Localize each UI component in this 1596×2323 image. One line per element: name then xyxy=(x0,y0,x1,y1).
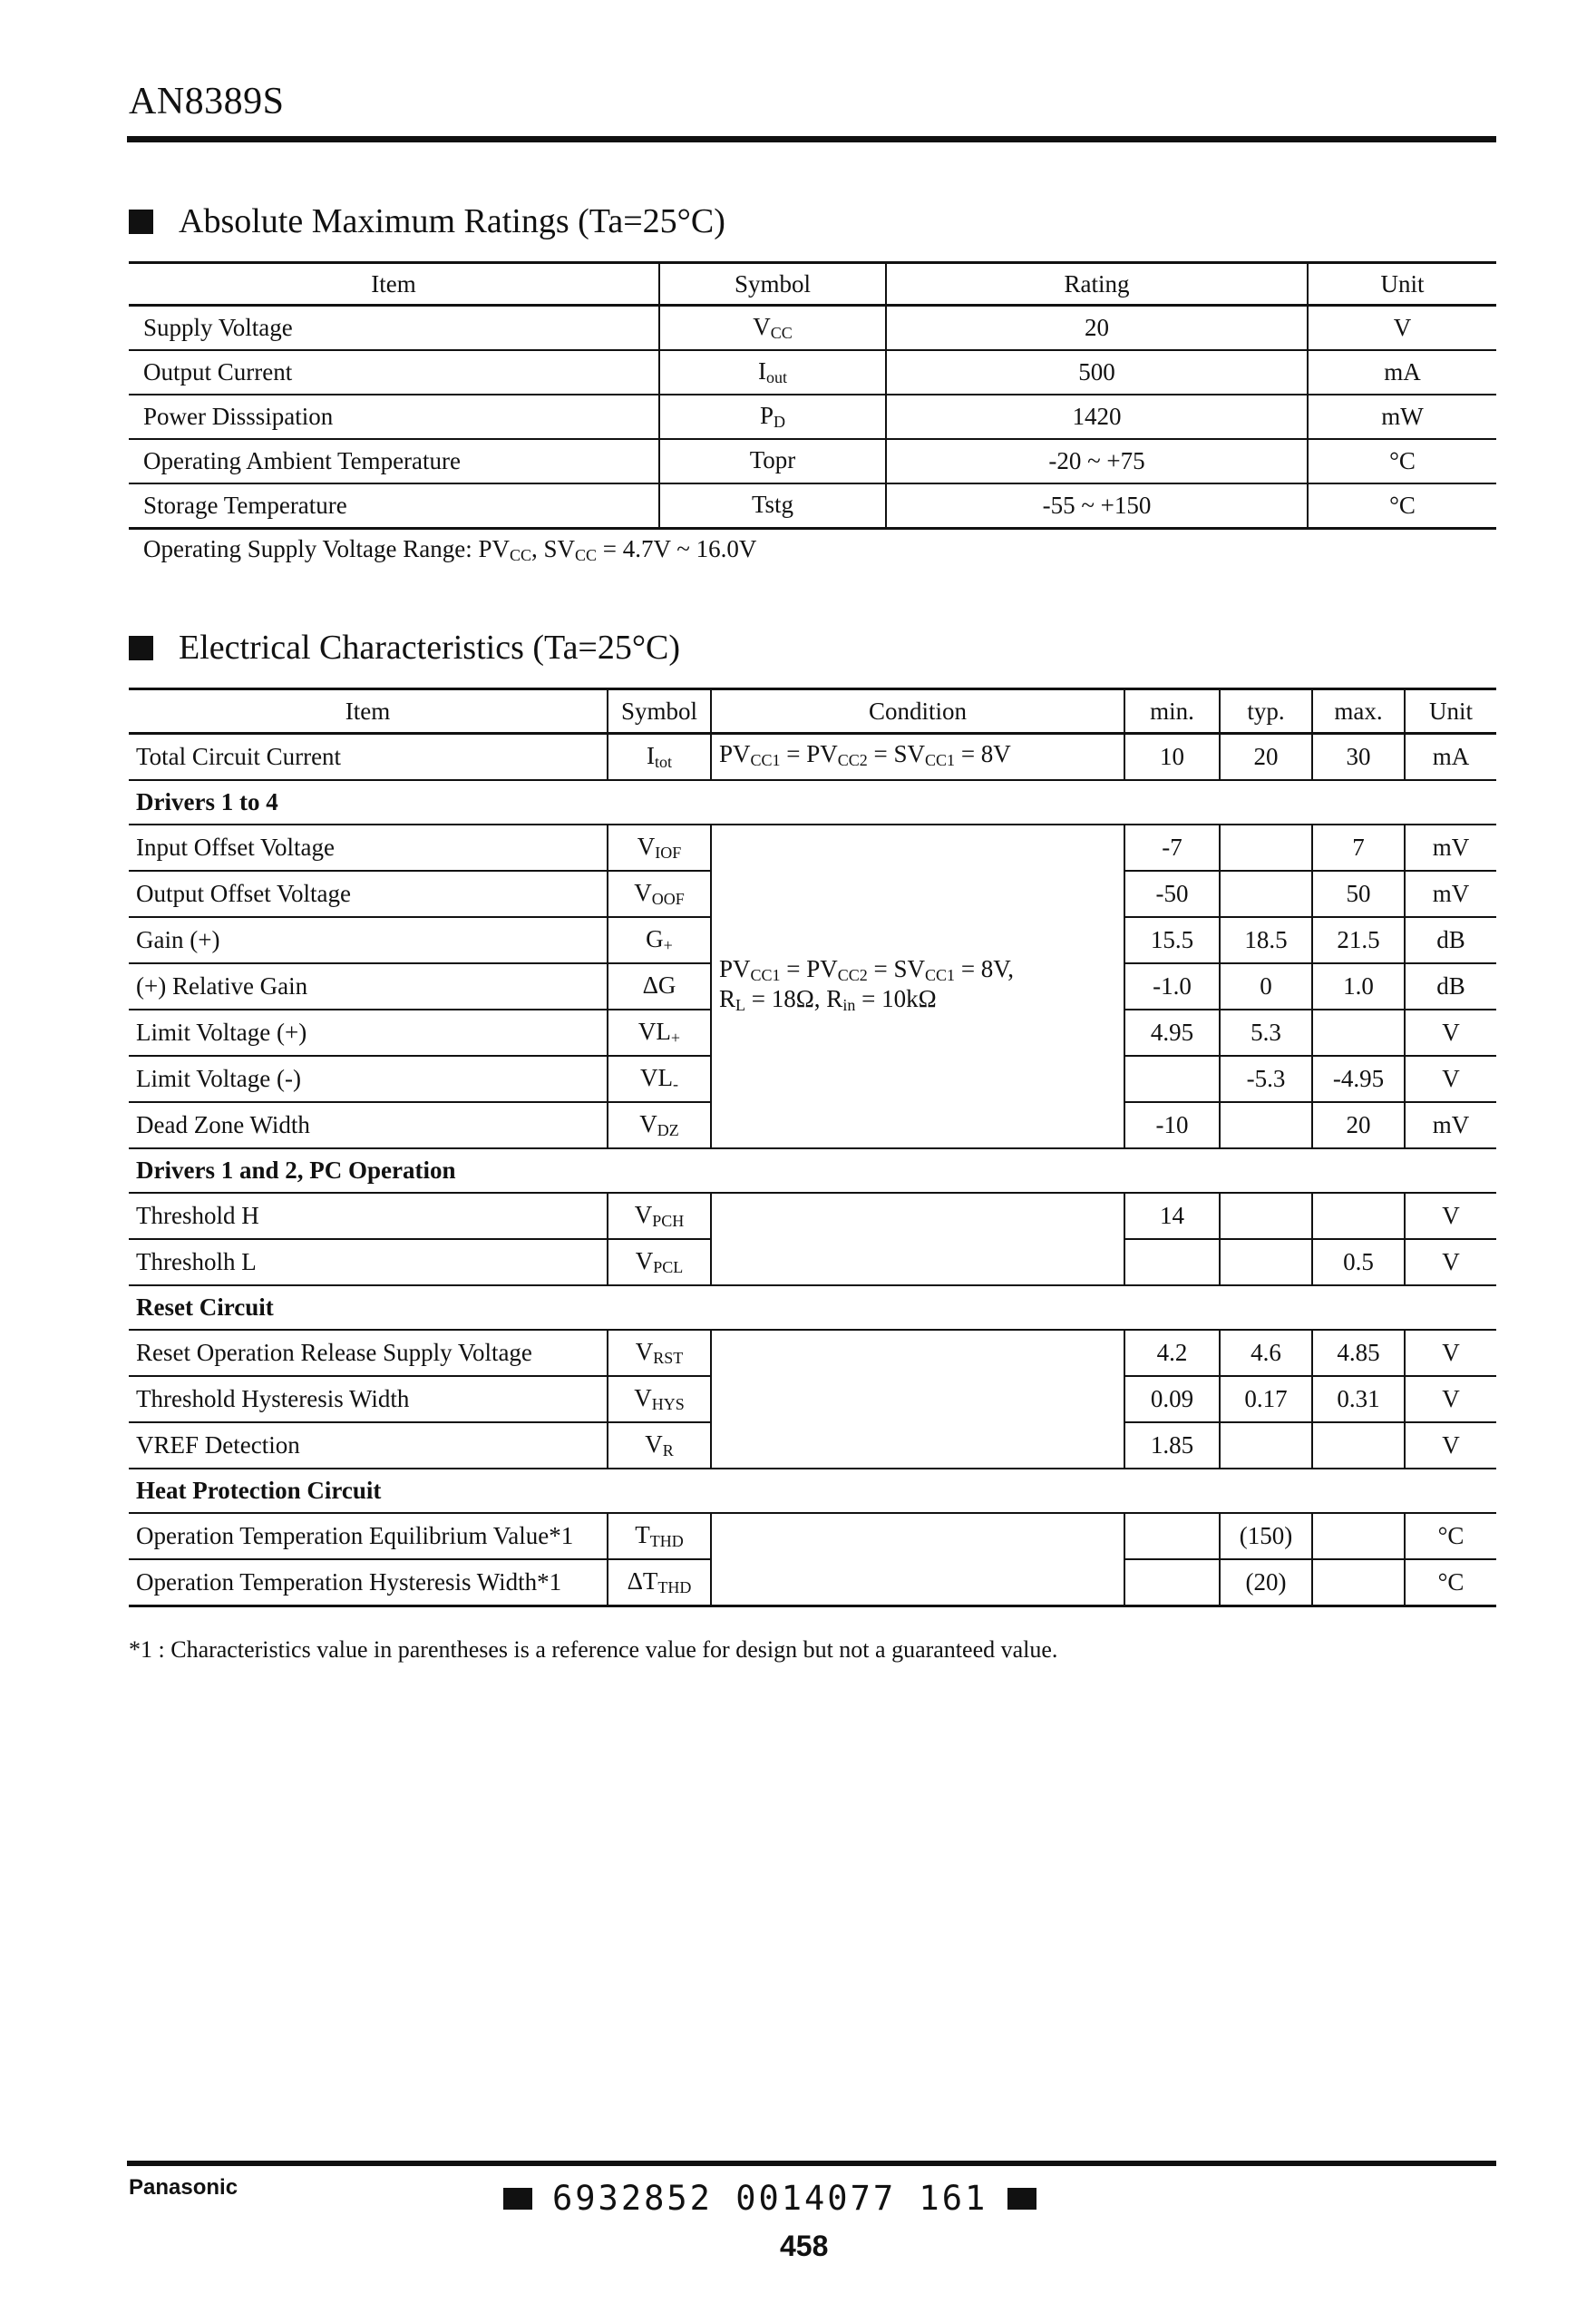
cell-max xyxy=(1312,1422,1405,1469)
cell-min xyxy=(1124,1239,1220,1285)
table-row xyxy=(129,306,1496,351)
cell-rating: 500 xyxy=(886,350,1308,395)
cell-unit: °C xyxy=(1308,483,1496,529)
cell-min xyxy=(1124,1056,1220,1102)
cell-item: Output Offset Voltage xyxy=(129,871,608,917)
barcode-block-icon xyxy=(1007,2188,1036,2210)
cell-symbol: $V_{PCL}$ xyxy=(608,1239,711,1285)
brand-name: Panasonic xyxy=(129,2175,238,2200)
cell-symbol: $V_{IOF}$ xyxy=(608,825,711,871)
cell-item: Storage Temperature xyxy=(143,492,347,519)
cell-min: 14 xyxy=(1124,1193,1220,1239)
cell-max: 0.31 xyxy=(1312,1376,1405,1422)
cell-item: Operation Temperation Hysteresis Width*1 xyxy=(136,1568,562,1596)
cell-max xyxy=(1312,1193,1405,1239)
cell-symbol: $V_R$ xyxy=(608,1422,711,1469)
group-header-row xyxy=(129,1285,1496,1330)
cell-max xyxy=(1312,1010,1405,1056)
cell-max: 50 xyxy=(1312,871,1405,917)
cell-min: 4.2 xyxy=(1124,1330,1220,1376)
cell-item: Input Offset Voltage xyxy=(129,825,608,871)
cell-max: 4.85 xyxy=(1312,1330,1405,1376)
cell-min: -1.0 xyxy=(1124,963,1220,1010)
cell-symbol: $VL_+$ xyxy=(608,1010,711,1056)
cell-unit: °C xyxy=(1405,1513,1496,1559)
cell-symbol: ΔG xyxy=(608,963,711,1010)
cell-unit: V xyxy=(1405,1330,1496,1376)
cell-typ: 18.5 xyxy=(1220,917,1312,963)
cell-unit: °C xyxy=(1405,1559,1496,1606)
cell-unit: V xyxy=(1405,1239,1496,1285)
cell-typ: 0 xyxy=(1220,963,1312,1010)
cell-symbol: $VL_-$ xyxy=(608,1056,711,1102)
cell-max: 0.5 xyxy=(1312,1239,1405,1285)
cell-item: Power Disssipation xyxy=(129,395,659,439)
cell-max: 20 xyxy=(1312,1102,1405,1148)
cell-min xyxy=(1124,1513,1220,1559)
cell-symbol: $V_{OOF}$ xyxy=(608,871,711,917)
cell-unit: V xyxy=(1405,1010,1496,1056)
cell-item: Gain (+) xyxy=(129,917,608,963)
cell-symbol: $I_{tot}$ xyxy=(608,734,711,781)
square-bullet-icon xyxy=(129,636,153,660)
cell-min: -50 xyxy=(1124,871,1220,917)
cell-max: 1.0 xyxy=(1312,963,1405,1010)
cell-condition: $PV_{CC1} = PV_{CC2} = SV_{CC1} = 8V$ xyxy=(711,734,1124,781)
table-header-row xyxy=(129,689,1496,734)
cell-unit: V xyxy=(1308,306,1496,351)
cell-symbol: $\Delta T_{THD}$ xyxy=(608,1559,711,1606)
cell-condition-heat xyxy=(711,1513,1124,1606)
cell-max: 30 xyxy=(1312,734,1405,781)
col-header-item: Item xyxy=(129,689,608,734)
col-header-min: min. xyxy=(1124,689,1220,734)
cell-condition-drivers: $PV_{CC1} = PV_{CC2} = SV_{CC1} = 8V$, $R_L = 18\Omega$, $R_{in} = 10k\Omega$ xyxy=(711,825,1124,1148)
cell-rating: 20 xyxy=(886,306,1308,351)
barcode-text: 6932852 0014077 161 xyxy=(552,2179,988,2218)
cell-max: 7 xyxy=(1312,825,1405,871)
cell-condition-pc xyxy=(711,1193,1124,1285)
operating-voltage-note: Operating Supply Voltage Range: $PV_{CC}$, $SV_{CC} = 4.7V$ ~ 16.0V xyxy=(143,535,757,564)
table-row xyxy=(129,734,1496,781)
barcode-block-icon xyxy=(503,2188,532,2210)
cell-symbol: $T_{THD}$ xyxy=(608,1513,711,1559)
group-header-row xyxy=(129,1148,1496,1193)
cell-min: -10 xyxy=(1124,1102,1220,1148)
cell-typ xyxy=(1220,1239,1312,1285)
cell-symbol: $V_{DZ}$ xyxy=(608,1102,711,1148)
cell-unit: mV xyxy=(1405,1102,1496,1148)
cell-symbol: $G_+$ xyxy=(608,917,711,963)
col-header-unit: Unit xyxy=(1308,263,1496,306)
group-title-drivers: Drivers 1 to 4 xyxy=(129,780,1496,825)
table-row xyxy=(129,439,1496,483)
col-header-symbol: Symbol xyxy=(659,263,886,306)
table-header-row xyxy=(129,263,1496,306)
cell-min: 4.95 xyxy=(1124,1010,1220,1056)
table-row xyxy=(129,350,1496,395)
cell-item: Threshold H xyxy=(129,1193,608,1239)
cell-typ: -5.3 xyxy=(1220,1056,1312,1102)
cell-rating: -55 ~ +150 xyxy=(886,483,1308,529)
cell-item: Output Current xyxy=(129,350,659,395)
cell-unit: mA xyxy=(1405,734,1496,781)
cell-typ: 0.17 xyxy=(1220,1376,1312,1422)
cell-symbol: $V_{RST}$ xyxy=(608,1330,711,1376)
cell-symbol: $P_D$ xyxy=(659,395,886,439)
table-row xyxy=(129,1330,1496,1376)
header-rule xyxy=(127,136,1496,142)
cell-typ xyxy=(1220,871,1312,917)
table-row xyxy=(129,1193,1496,1239)
cell-item: Operating Ambient Temperature xyxy=(129,439,659,483)
cell-symbol: $V_{CC}$ xyxy=(659,306,886,351)
cell-unit: mA xyxy=(1308,350,1496,395)
cell-condition-reset xyxy=(711,1330,1124,1469)
col-header-max: max. xyxy=(1312,689,1405,734)
footnote: *1 : Characteristics value in parentheses is a reference value for design but not a guaranteed value. xyxy=(129,1636,1058,1663)
amr-section-heading xyxy=(129,201,725,241)
cell-min: 0.09 xyxy=(1124,1376,1220,1422)
cell-symbol: $V_{HYS}$ xyxy=(608,1376,711,1422)
ec-title: Electrical Characteristics (Ta=25°C) xyxy=(179,629,681,667)
absolute-maximum-ratings-table xyxy=(129,261,1496,530)
electrical-characteristics-table xyxy=(129,688,1496,1607)
cell-typ xyxy=(1220,1102,1312,1148)
cell-item: Supply Voltage xyxy=(129,306,659,351)
cell-typ: 20 xyxy=(1220,734,1312,781)
table-row xyxy=(129,483,1496,529)
cell-item: VREF Detection xyxy=(129,1422,608,1469)
col-header-item: Item xyxy=(129,263,659,306)
col-header-typ: typ. xyxy=(1220,689,1312,734)
part-number: AN8389S xyxy=(129,81,285,122)
cell-item: (+) Relative Gain xyxy=(129,963,608,1010)
cell-item: Dead Zone Width xyxy=(129,1102,608,1148)
cell-unit: dB xyxy=(1405,963,1496,1010)
group-title-reset: Reset Circuit xyxy=(129,1285,1496,1330)
page-number: 458 xyxy=(780,2230,829,2262)
cell-typ: (20) xyxy=(1220,1559,1312,1606)
cell-typ: 5.3 xyxy=(1220,1010,1312,1056)
col-header-unit: Unit xyxy=(1405,689,1496,734)
cell-min: -7 xyxy=(1124,825,1220,871)
table-row xyxy=(129,825,1496,871)
cell-rating: 1420 xyxy=(886,395,1308,439)
cell-max xyxy=(1312,1559,1405,1606)
cell-max: 21.5 xyxy=(1312,917,1405,963)
cell-unit: mW xyxy=(1308,395,1496,439)
cell-unit: V xyxy=(1405,1193,1496,1239)
group-title-pc: Drivers 1 and 2, PC Operation xyxy=(129,1148,1496,1193)
cell-item: Threshold Hysteresis Width xyxy=(129,1376,608,1422)
group-title-heat: Heat Protection Circuit xyxy=(129,1469,1496,1513)
cell-rating: -20 ~ +75 xyxy=(886,439,1308,483)
cell-typ xyxy=(1220,1422,1312,1469)
cell-typ: (150) xyxy=(1220,1513,1312,1559)
cell-symbol: Tstg xyxy=(659,483,886,529)
cell-unit: °C xyxy=(1308,439,1496,483)
cell-item: Total Circuit Current xyxy=(129,734,608,781)
cell-unit: V xyxy=(1405,1422,1496,1469)
cell-typ xyxy=(1220,825,1312,871)
ec-section-heading xyxy=(129,628,680,668)
square-bullet-icon xyxy=(129,210,153,234)
cell-symbol: $I_{out}$ xyxy=(659,350,886,395)
table-row xyxy=(129,395,1496,439)
cell-min xyxy=(1124,1559,1220,1606)
cell-unit: V xyxy=(1405,1056,1496,1102)
cell-item: Reset Operation Release Supply Voltage xyxy=(129,1330,608,1376)
group-header-row xyxy=(129,1469,1496,1513)
cell-typ xyxy=(1220,1193,1312,1239)
cell-symbol: $V_{PCH}$ xyxy=(608,1193,711,1239)
barcode-line xyxy=(503,2179,1036,2218)
cell-unit: mV xyxy=(1405,871,1496,917)
cell-unit: V xyxy=(1405,1376,1496,1422)
cell-item: Operation Temperation Equilibrium Value*1 xyxy=(129,1513,608,1559)
table-row xyxy=(129,1513,1496,1559)
cell-typ: 4.6 xyxy=(1220,1330,1312,1376)
col-header-condition: Condition xyxy=(711,689,1124,734)
cell-unit: mV xyxy=(1405,825,1496,871)
col-header-symbol: Symbol xyxy=(608,689,711,734)
cell-item: Limit Voltage (+) xyxy=(129,1010,608,1056)
cell-min: 1.85 xyxy=(1124,1422,1220,1469)
amr-title: Absolute Maximum Ratings (Ta=25°C) xyxy=(179,202,725,240)
footer-rule xyxy=(127,2161,1496,2166)
cell-item: Limit Voltage (-) xyxy=(129,1056,608,1102)
cell-item: Thresholh L xyxy=(129,1239,608,1285)
group-header-row xyxy=(129,780,1496,825)
col-header-rating: Rating xyxy=(886,263,1308,306)
cell-max xyxy=(1312,1513,1405,1559)
cell-symbol: Topr xyxy=(659,439,886,483)
cell-unit: dB xyxy=(1405,917,1496,963)
cell-max: -4.95 xyxy=(1312,1056,1405,1102)
cell-min: 15.5 xyxy=(1124,917,1220,963)
cell-min: 10 xyxy=(1124,734,1220,781)
